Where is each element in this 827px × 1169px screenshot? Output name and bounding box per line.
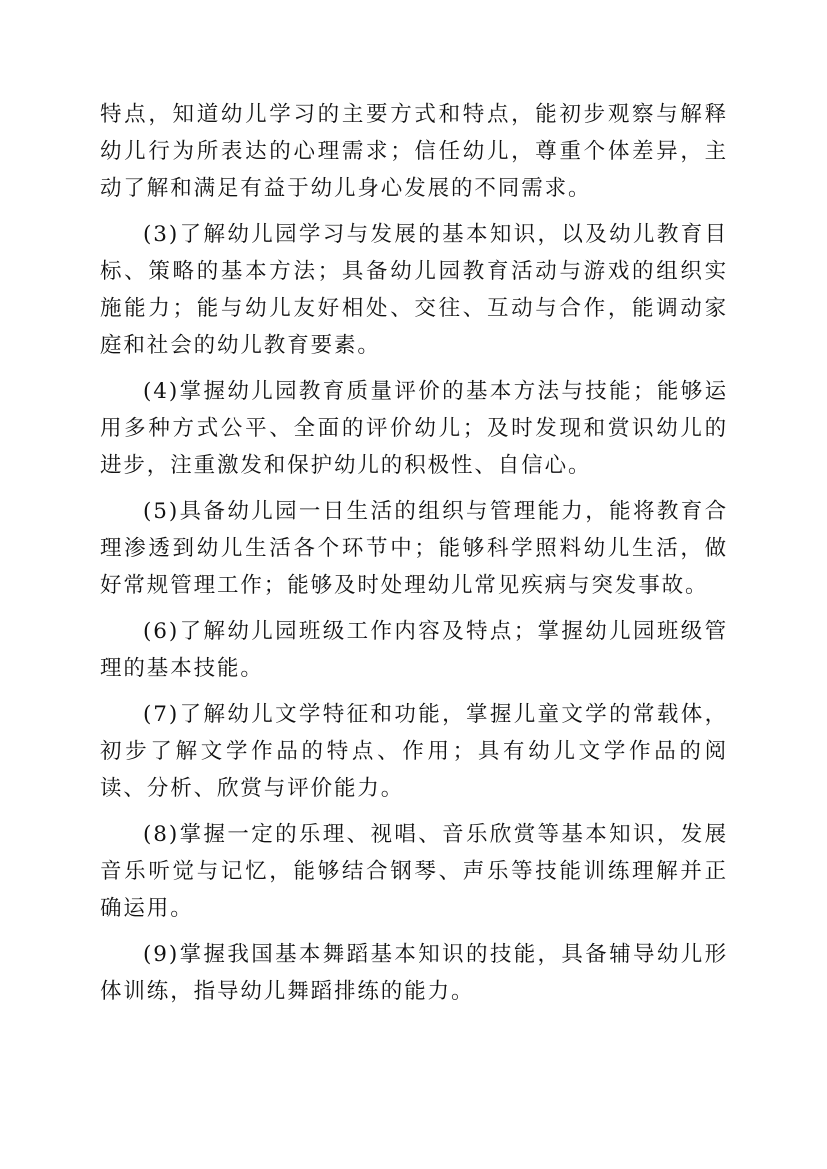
- paragraph-item-8: (8)掌握一定的乐理、视唱、音乐欣赏等基本知识，发展音乐听觉与记忆，能够结合钢琴、声乐等技能训练理解并正确运用。: [100, 822, 728, 921]
- paragraph-item-3: (3)了解幼儿园学习与发展的基本知识，以及幼儿教育目标、策略的基本方法；具备幼儿园教育活动与游戏的组织实施能力；能与幼儿友好相处、交往、互动与合作，能调动家庭和社会的幼儿教育要素。: [100, 222, 728, 358]
- paragraph-item-7: (7)了解幼儿文学特征和功能，掌握儿童文学的常载体，初步了解文学作品的特点、作用；具有幼儿文学作品的阅读、分析、欣赏与评价能力。: [100, 702, 728, 801]
- paragraph-item-6: (6)了解幼儿园班级工作内容及特点；掌握幼儿园班级管理的基本技能。: [100, 619, 728, 681]
- paragraph-item-5: (5)具备幼儿园一日生活的组织与管理能力，能将教育合理渗透到幼儿生活各个环节中；能够科学照料幼儿生活，做好常规管理工作；能够及时处理幼儿常见疾病与突发事故。: [100, 499, 728, 598]
- paragraph-item-9: (9)掌握我国基本舞蹈基本知识的技能，具备辅导幼儿形体训练，指导幼儿舞蹈排练的能力。: [100, 942, 728, 1004]
- paragraph-item-4: (4)掌握幼儿园教育质量评价的基本方法与技能；能够运用多种方式公平、全面的评价幼儿；及时发现和赏识幼儿的进步，注重激发和保护幼儿的积极性、自信心。: [100, 379, 728, 478]
- paragraph-1: 特点，知道幼儿学习的主要方式和特点，能初步观察与解释幼儿行为所表达的心理需求；信任幼儿，尊重个体差异，主动了解和满足有益于幼儿身心发展的不同需求。: [100, 102, 728, 201]
- document-page: [100, 96, 728, 1019]
